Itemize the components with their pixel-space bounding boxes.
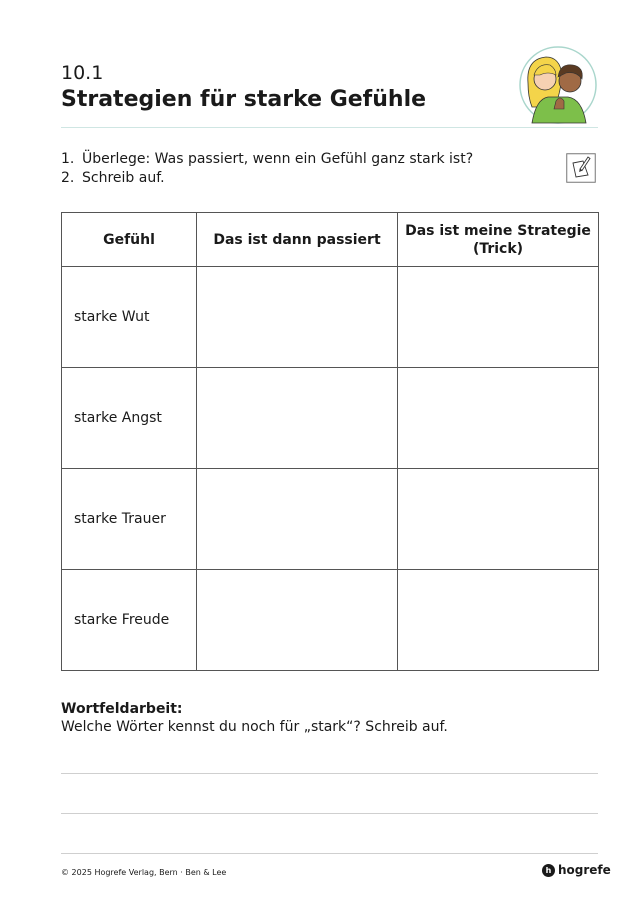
writing-line[interactable] xyxy=(61,853,598,854)
instruction-text: Schreib auf. xyxy=(82,170,165,186)
feeling-cell: starke Freude xyxy=(62,570,197,671)
instruction-item xyxy=(61,150,473,169)
instruction-number: 2. xyxy=(61,170,75,186)
hogrefe-logo-mark: h xyxy=(542,864,555,877)
answer-cell-strategy[interactable] xyxy=(398,570,599,671)
hogrefe-logo xyxy=(542,863,611,877)
answer-cell-what-happened[interactable] xyxy=(197,469,398,570)
answer-cell-what-happened[interactable] xyxy=(197,267,398,368)
wortfeld-heading: Wortfeldarbeit: xyxy=(61,701,183,717)
feeling-cell: starke Angst xyxy=(62,368,197,469)
copyright-notice: © 2025 Hogrefe Verlag, Bern · Ben & Lee xyxy=(61,868,227,877)
answer-cell-what-happened[interactable] xyxy=(197,570,398,671)
children-illustration xyxy=(518,45,598,125)
feeling-cell: starke Trauer xyxy=(62,469,197,570)
answer-cell-what-happened[interactable] xyxy=(197,368,398,469)
answer-cell-strategy[interactable] xyxy=(398,368,599,469)
table-row xyxy=(62,368,599,469)
table-header-row xyxy=(62,213,599,267)
answer-cell-strategy[interactable] xyxy=(398,267,599,368)
writing-pencil-icon xyxy=(566,153,596,183)
column-header-feeling: Gefühl xyxy=(62,213,197,267)
header-divider xyxy=(61,127,598,128)
wortfeld-prompt: Welche Wörter kennst du noch für „stark“? Schreib auf. xyxy=(61,719,448,735)
writing-line[interactable] xyxy=(61,813,598,814)
answer-cell-strategy[interactable] xyxy=(398,469,599,570)
instruction-text: Überlege: Was passiert, wenn ein Gefühl ganz stark ist? xyxy=(82,151,474,167)
column-header-strategy: Das ist meine Strategie (Trick) xyxy=(398,213,599,267)
column-header-what-happened: Das ist dann passiert xyxy=(197,213,398,267)
table-row xyxy=(62,469,599,570)
feelings-table xyxy=(61,212,599,671)
chapter-number: 10.1 xyxy=(61,62,104,84)
instruction-number: 1. xyxy=(61,151,75,167)
table-row xyxy=(62,570,599,671)
feeling-cell: starke Wut xyxy=(62,267,197,368)
writing-line[interactable] xyxy=(61,773,598,774)
instruction-item xyxy=(61,169,473,188)
hogrefe-logo-text: hogrefe xyxy=(558,863,611,877)
table-row xyxy=(62,267,599,368)
instruction-list xyxy=(61,150,473,188)
page-title: Strategien für starke Gefühle xyxy=(61,87,427,112)
